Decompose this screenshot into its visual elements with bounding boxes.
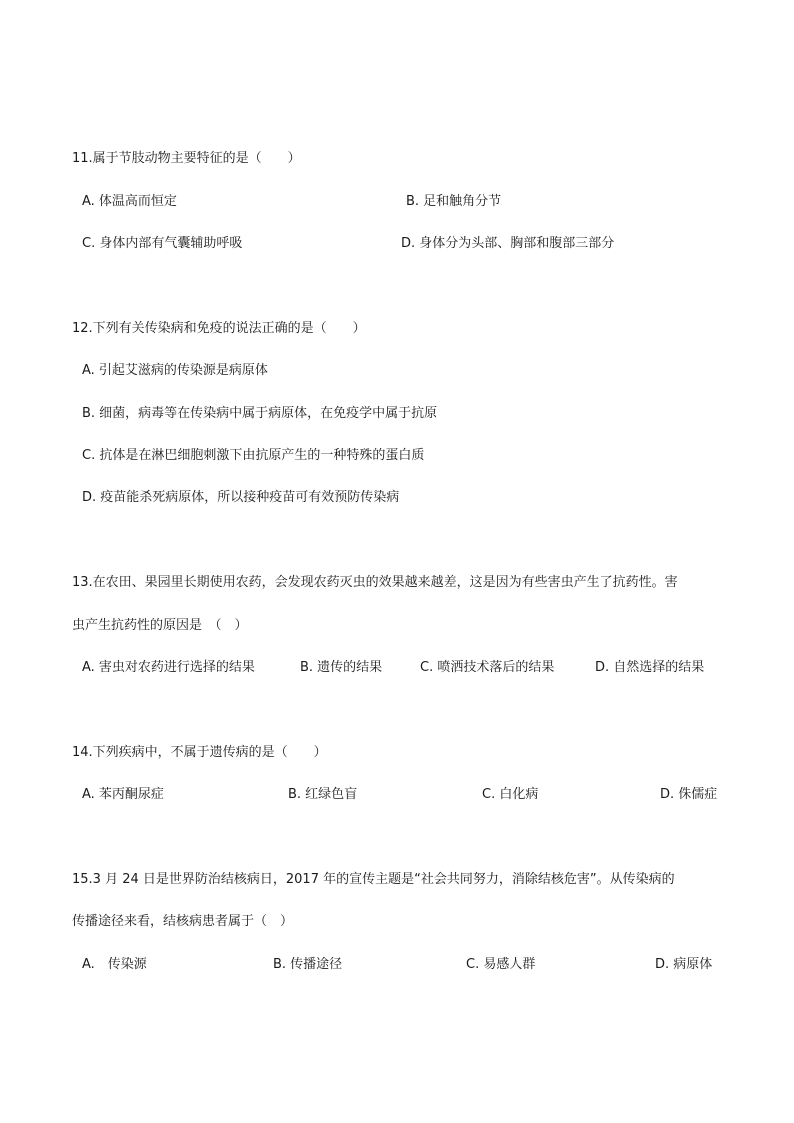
question-13-stem-line-1: 13.在农田、果园里长期使用农药，会发现农药灭虫的效果越来越差，这是因为有些害虫产生了抗药性。害 (72, 575, 678, 590)
question-14-option-a: A. 苯丙酮尿症 (82, 787, 164, 802)
question-14-option-d: D. 侏儒症 (660, 787, 718, 802)
question-13-option-a: A. 害虫对农药进行选择的结果 (82, 660, 255, 675)
question-15-option-c: C. 易感人群 (466, 957, 536, 972)
question-15-option-b: B. 传播途径 (273, 957, 343, 972)
question-13-option-d: D. 自然选择的结果 (595, 660, 705, 675)
question-15-stem-line-2: 传播途径来看，结核病患者属于（ ） (72, 914, 294, 929)
question-12-option-b: B. 细菌，病毒等在传染病中属于病原体，在免疫学中属于抗原 (82, 406, 438, 421)
question-11-option-b: B. 足和触角分节 (406, 194, 502, 209)
question-12-stem: 12.下列有关传染病和免疫的说法正确的是（ ） (72, 321, 366, 336)
question-13-option-c: C. 喷洒技术落后的结果 (420, 660, 555, 675)
question-13-stem-line-2: 虫产生抗药性的原因是 （ ） (72, 618, 248, 633)
question-14-stem: 14.下列疾病中，不属于遗传病的是（ ） (72, 745, 327, 760)
question-15-stem-line-1: 15.3 月 24 日是世界防治结核病日，2017 年的宣传主题是“社会共同努力，消除结核危害”。从传染病的 (72, 872, 675, 887)
question-12-option-c: C. 抗体是在淋巴细胞刺激下由抗原产生的一种特殊的蛋白质 (82, 448, 425, 463)
question-11-option-a: A. 体温高而恒定 (82, 194, 177, 209)
question-15-option-d: D. 病原体 (655, 957, 713, 972)
question-14-option-b: B. 红绿色盲 (288, 787, 358, 802)
question-15-option-a: A. 传染源 (82, 957, 147, 972)
question-14-option-c: C. 白化病 (482, 787, 539, 802)
question-13-option-b: B. 遗传的结果 (300, 660, 383, 675)
question-12-option-a: A. 引起艾滋病的传染源是病原体 (82, 363, 268, 378)
question-12-option-d: D. 疫苗能杀死病原体，所以接种疫苗可有效预防传染病 (82, 490, 400, 505)
question-11-stem: 11.属于节肢动物主要特征的是（ ） (72, 151, 301, 166)
question-11-option-c: C. 身体内部有气囊辅助呼吸 (82, 236, 243, 251)
question-11-option-d: D. 身体分为头部、胸部和腹部三部分 (401, 236, 615, 251)
